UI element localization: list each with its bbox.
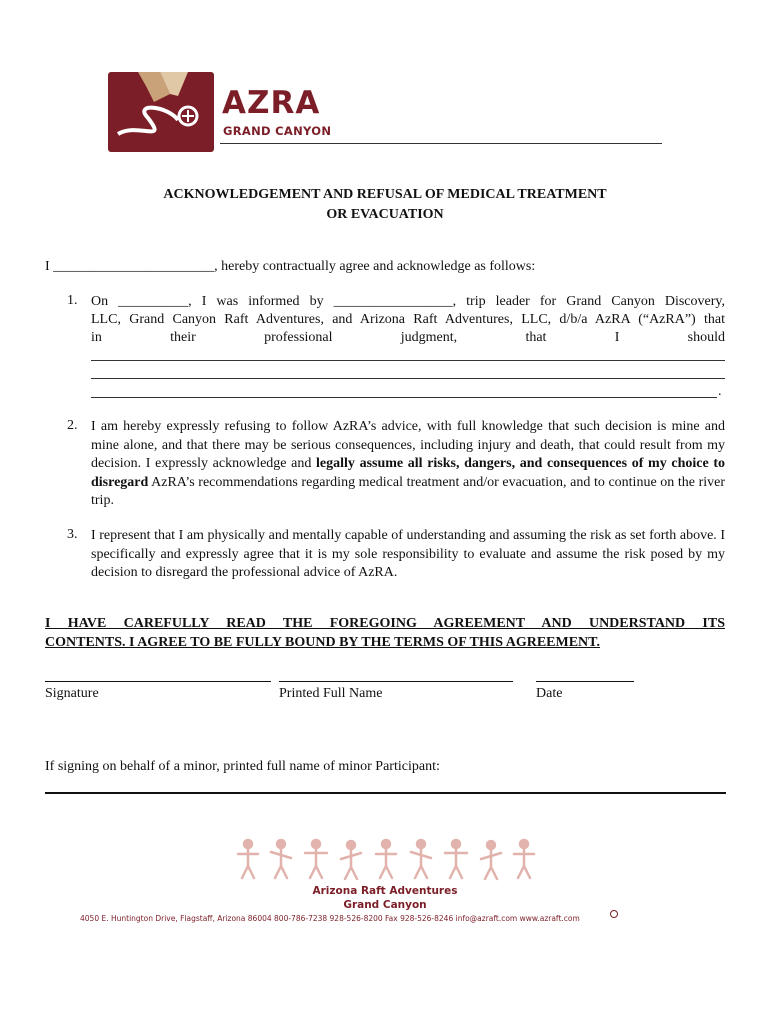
acknowledgement-line1: I HAVE CAREFULLY READ THE FOREGOING AGREEMENT AND UNDERSTAND ITS	[45, 616, 725, 631]
logo-subtitle: GRAND CANYON	[223, 124, 332, 138]
footer-company-name: Arizona Raft Adventures	[312, 885, 458, 897]
date-label: Date	[536, 686, 563, 701]
footer-contact-line: 4050 E. Huntington Drive, Flagstaff, Arizona 86004 800-786-7238 928-526-8200 Fax 928-526-8246 info@azraft.com www.azraft.com	[80, 914, 580, 923]
signature-line[interactable]	[45, 681, 271, 682]
item-1-word: professional	[264, 330, 333, 345]
item-3-number: 3.	[67, 527, 78, 542]
date-line[interactable]	[536, 681, 634, 682]
item-1-blank-line[interactable]	[91, 378, 725, 379]
item-1-line1: On __________, I was informed by _________________, trip leader for Grand Canyon Discovery,	[91, 294, 725, 309]
printed-name-line[interactable]	[279, 681, 513, 682]
petroglyph-figures-graphic	[236, 836, 536, 882]
document-title-line2: OR EVACUATION	[326, 207, 444, 222]
logo-wordmark: AZRA	[222, 85, 321, 121]
printed-name-label: Printed Full Name	[279, 686, 383, 701]
signature-label: Signature	[45, 686, 99, 701]
item-1-word: in	[91, 330, 102, 345]
registered-mark-icon	[610, 910, 618, 918]
item-1-word: should	[687, 330, 725, 345]
header-rule	[220, 143, 662, 144]
item-1-line3	[91, 329, 725, 348]
item-3-text: I represent that I am physically and mentally capable of understanding and assuming the risk as set forth above. I specifically and expressly agree that it is my sole responsibility to evaluate and assume the risk posed by my decision to disregard the professional advice of AzRA.	[91, 528, 725, 580]
document-title-line1: ACKNOWLEDGEMENT AND REFUSAL OF MEDICAL TREATMENT	[163, 187, 607, 202]
item-1-word: their	[170, 330, 196, 345]
item-1-word: that	[525, 330, 547, 345]
minor-name-line[interactable]	[45, 792, 726, 794]
item-1-number: 1.	[67, 293, 78, 308]
acknowledgement-line2: CONTENTS. I AGREE TO BE FULLY BOUND BY THE TERMS OF THIS AGREEMENT.	[45, 635, 600, 650]
item-1-end-period: .	[718, 384, 722, 399]
item-2-text-before: I am hereby expressly refusing to follow AzRA’s advice, with full knowledge that such decision is mine and mine alone, and that there may be serious consequences, including injury and death, that could result from my decision. I expressly acknowledge and	[91, 419, 725, 471]
footer-company-sub: Grand Canyon	[343, 899, 427, 911]
item-1-line2: LLC, Grand Canyon Raft Adventures, and Arizona Raft Adventures, LLC, d/b/a AzRA (“AzRA”) that	[91, 312, 725, 327]
azra-logo-mark	[108, 72, 214, 152]
item-2-bold-text: legally assume all risks, dangers, and consequences of my choice to disregard	[91, 456, 725, 490]
item-2-number: 2.	[67, 418, 78, 433]
minor-participant-label: If signing on behalf of a minor, printed full name of minor Participant:	[45, 759, 440, 774]
intro-statement: I _______________________, hereby contractually agree and acknowledge as follows:	[45, 259, 536, 274]
item-1-word: judgment,	[400, 330, 458, 345]
item-1-blank-line[interactable]	[91, 397, 717, 398]
item-1-word: I	[614, 330, 620, 345]
item-2-text	[91, 418, 725, 511]
item-2-text-after: AzRA’s recommendations regarding medical treatment and/or evacuation, and to continue on the river trip.	[91, 474, 725, 508]
item-1-blank-line[interactable]	[91, 360, 725, 361]
